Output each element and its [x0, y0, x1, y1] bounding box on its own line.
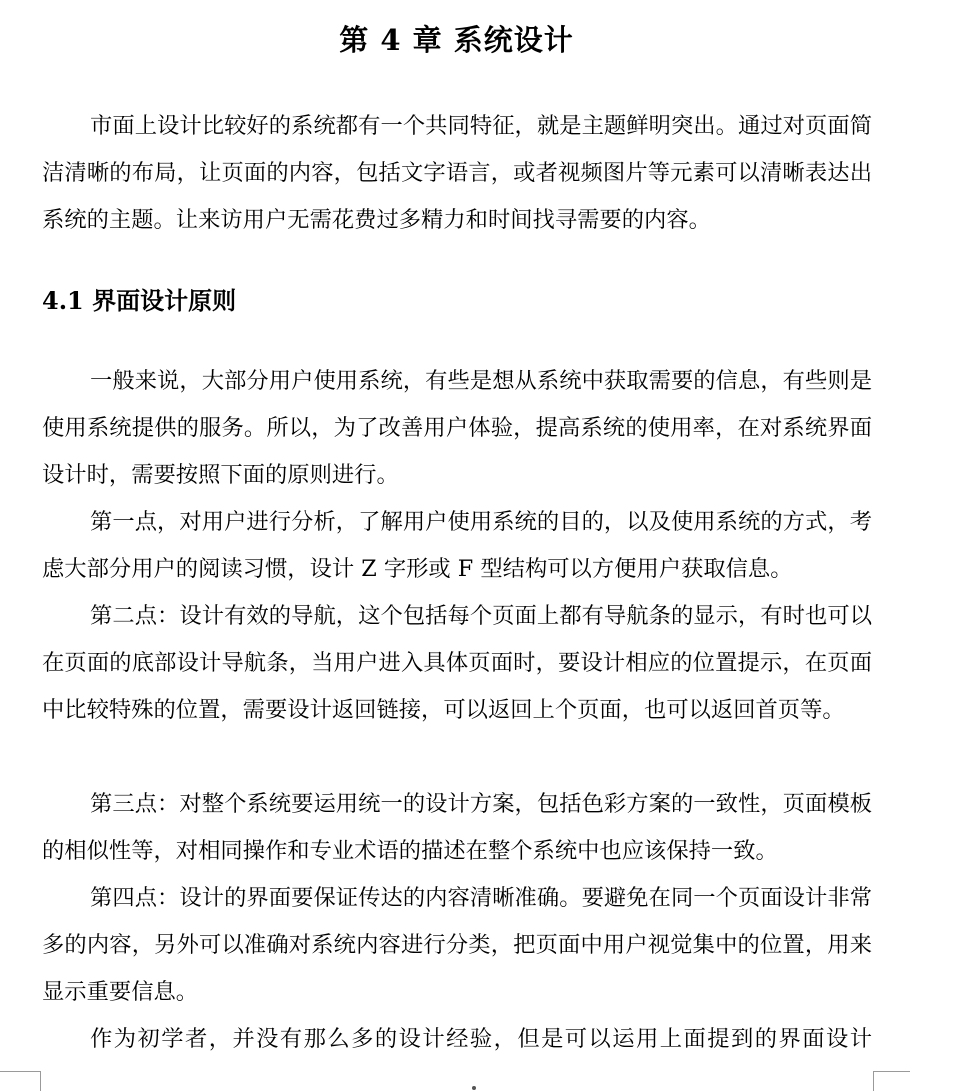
- body-paragraph: 第二点：设计有效的导航，这个包括每个页面上都有导航条的显示，有时也可以在页面的底部设计导航条，当用户进入具体页面时，要设计相应的位置提示，在页面中比较特殊的位置，需要设计返回链接，可以返回上个页面，也可以返回首页等。: [42, 603, 872, 723]
- page-footer-mark: [472, 1086, 476, 1090]
- body-paragraph: 第四点：设计的界面要保证传达的内容清晰准确。要避免在同一个页面设计非常多的内容，另外可以准确对系统内容进行分类，把页面中用户视觉集中的位置，用来显示重要信息。: [42, 885, 872, 1005]
- chapter-title: 第 4 章 系统设计: [339, 23, 574, 57]
- body-paragraph: 第三点：对整个系统要运用统一的设计方案，包括色彩方案的一致性，页面模板的相似性等，对相同操作和专业术语的描述在整个系统中也应该保持一致。: [42, 791, 872, 864]
- section-heading: 4.1 界面设计原则: [42, 286, 237, 315]
- body-paragraph: 作为初学者，并没有那么多的设计经验，但是可以运用上面提到的界面设计: [90, 1026, 872, 1052]
- page-margin-corner-left: [0, 1071, 41, 1091]
- page-margin-corner-right: [873, 1071, 910, 1091]
- body-paragraph: 第一点，对用户进行分析，了解用户使用系统的目的，以及使用系统的方式，考虑大部分用户的阅读习惯，设计 Z 字形或 F 型结构可以方便用户获取信息。: [42, 509, 872, 582]
- intro-paragraph: 市面上设计比较好的系统都有一个共同特征，就是主题鲜明突出。通过对页面简洁清晰的布局，让页面的内容，包括文字语言，或者视频图片等元素可以清晰表达出系统的主题。让来访用户无需花费过多精力和时间找寻需要的内容。: [42, 113, 872, 233]
- body-paragraph: 一般来说，大部分用户使用系统，有些是想从系统中获取需要的信息，有些则是使用系统提供的服务。所以，为了改善用户体验，提高系统的使用率，在对系统界面设计时，需要按照下面的原则进行。: [42, 368, 872, 488]
